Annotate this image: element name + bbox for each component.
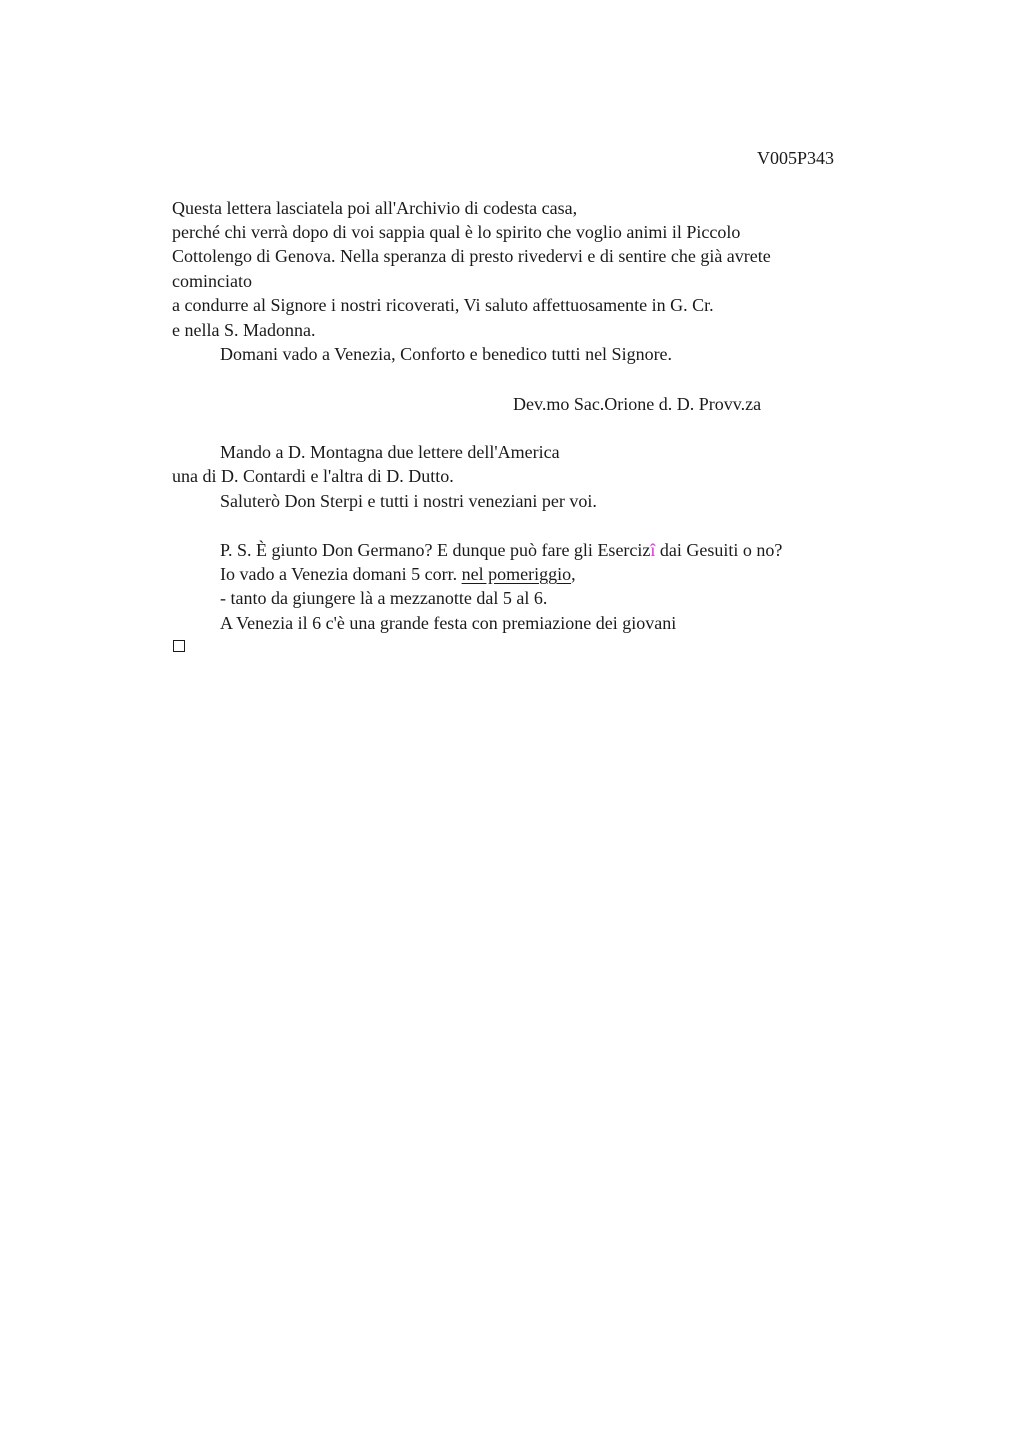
ps-line-1-end: dai Gesuiti o no?	[655, 540, 783, 560]
letter-line: Questa lettera lasciatela poi all'Archivio di codesta casa,	[172, 198, 578, 218]
letter-line: a condurre al Signore i nostri ricoverati, Vi saluto affettuosamente in G. Cr.	[172, 295, 714, 315]
postscript-line: Saluterò Don Sterpi e tutti i nostri veneziani per voi.	[220, 491, 597, 511]
letter-line: cominciato	[172, 271, 252, 291]
reference-code: V005P343	[757, 148, 835, 168]
ps-line-3: - tanto da giungere là a mezzanotte dal 5 al 6.	[220, 588, 548, 608]
ps-line-2-text: Io vado a Venezia domani 5 corr.	[220, 564, 462, 584]
ps-underlined-phrase: nel pomeriggio	[461, 564, 572, 584]
letter-line: e nella S. Madonna.	[172, 320, 316, 340]
letter-line: Domani vado a Venezia, Conforto e benedico tutti nel Signore.	[220, 344, 673, 364]
postscript-line: Mando a D. Montagna due lettere dell'America	[220, 442, 560, 462]
ps-accent-char: î	[650, 540, 656, 560]
postscript-line: una di D. Contardi e l'altra di D. Dutto.	[172, 466, 454, 486]
end-marker-box	[173, 640, 185, 652]
ps-line-4: A Venezia il 6 c'è una grande festa con premiazione dei giovani	[220, 613, 677, 633]
ps-line-1-text: P. S. È giunto Don Germano? E dunque può fare gli Eserciz	[220, 540, 651, 560]
letter-line: Cottolengo di Genova. Nella speranza di presto rivedervi e di sentire che già avrete	[172, 246, 771, 266]
ps-line-2-end: ,	[571, 564, 576, 584]
signature: Dev.mo Sac.Orione d. D. Provv.za	[513, 394, 762, 414]
ps-line-2	[220, 562, 576, 586]
ps-line-1	[220, 538, 782, 562]
letter-line: perché chi verrà dopo di voi sappia qual è lo spirito che voglio animi il Piccolo	[172, 222, 741, 242]
